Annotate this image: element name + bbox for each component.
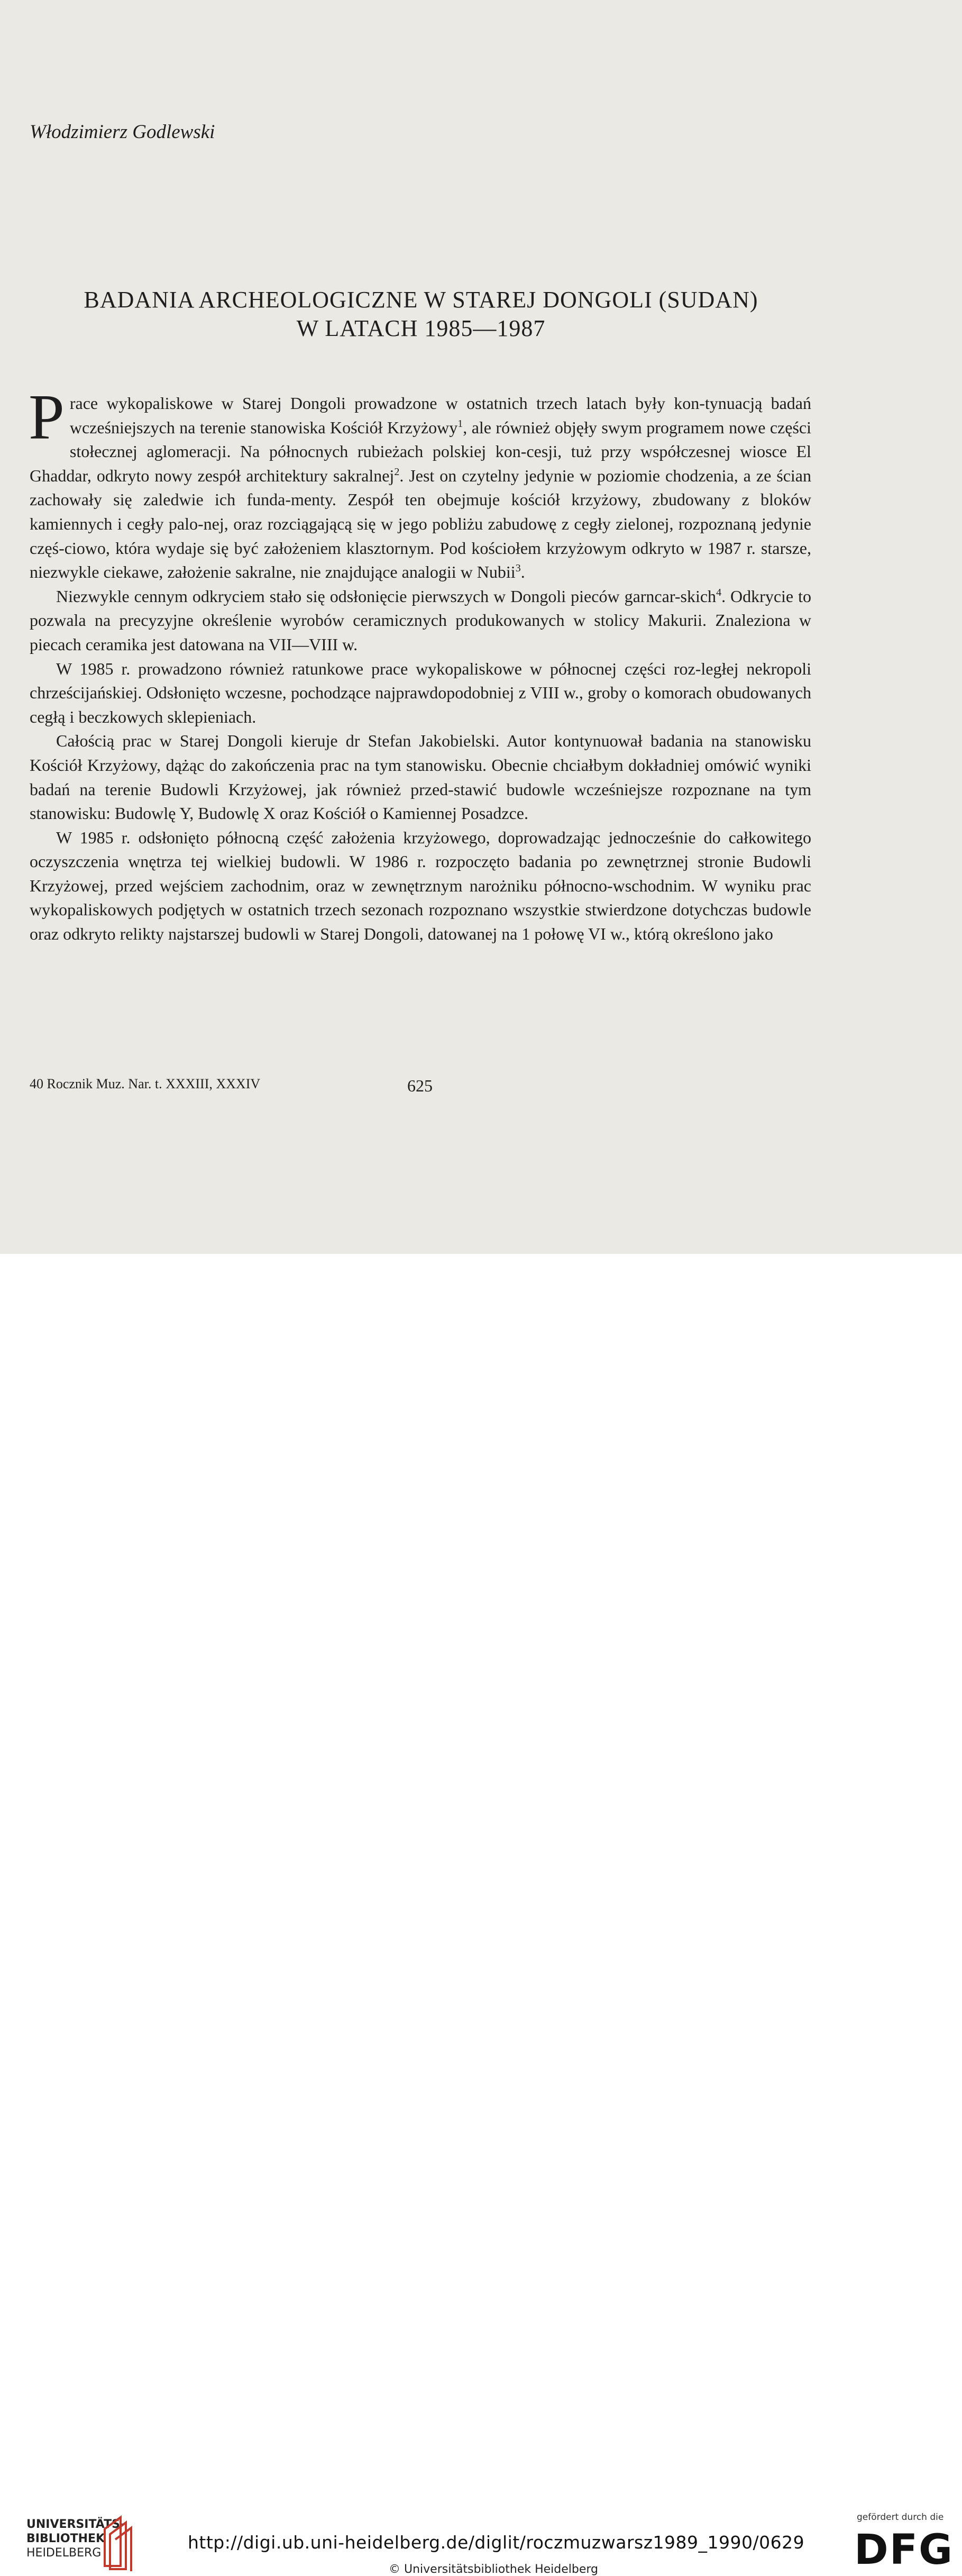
drop-cap: P (29, 381, 65, 453)
journal-signature: 40 Rocznik Muz. Nar. t. XXXIII, XXXIV (30, 1076, 261, 1091)
article-body (29, 381, 812, 946)
title-line-1: BADANIA ARCHEOLOGICZNE W STAREJ DONGOLI (SUDAN) (84, 287, 758, 313)
paragraph-1-text-b: , ale również objęły swym programem nowe części stołecznej aglomeracji. Na północnych rubieżach polskiej kon-cesji, tuż przy współczesnej wiosce El Ghaddar, odkryto nowy zespół architektury sakralnej (30, 417, 812, 485)
scanned-page (0, 0, 962, 1254)
author-name: Włodzimierz Godlewski (30, 121, 215, 143)
footnote-ref-2[interactable]: 2 (394, 466, 400, 478)
library-name-line-1: UNIVERSITÄTS- (26, 2518, 125, 2531)
paragraph-1 (29, 381, 812, 585)
paragraph-3: W 1985 r. prowadzono również ratunkowe prace wykopaliskowe w północnej części roz-ległej nekropoli chrześcijańskiej. Odsłonięto wczesne, pochodzące najprawdopodobniej z VIII w., groby o komorach obudowanych cegłą i beczkowych sklepieniach. (30, 659, 811, 726)
paragraph-2-text-b: . Odkrycie to pozwala na precyzyjne określenie wyrobów ceramicznych produkowanych w stolicy Makurii. Znaleziona w piecach ceramika jest datowana na VII—VIII w. (30, 586, 812, 654)
library-name-line-3: HEIDELBERG (26, 2546, 102, 2560)
article-title (30, 286, 812, 343)
title-line-2: W LATACH 1985—1987 (296, 315, 546, 341)
dfg-logo[interactable]: DFG (854, 2526, 954, 2574)
permalink-url[interactable]: http://digi.ub.uni-heidelberg.de/diglit/roczmuzwarsz1989_1990/0629 (188, 2532, 805, 2553)
page-number: 625 (407, 1076, 433, 1095)
footnote-ref-1[interactable]: 1 (457, 417, 463, 430)
library-name-line-2: BIBLIOTHEK (26, 2532, 105, 2545)
digitization-banner (0, 1254, 962, 2576)
paragraph-4: Całością prac w Starej Dongoli kieruje dr Stefan Jakobielski. Autor kontynuował badania na stanowisku Kościół Krzyżowy, dążąc do zakończenia prac na tym stanowisku. Obecnie chciałbym dokładniej omówić wyniki badań na terenie Budowli Krzyżowej, jak również przed-stawić budowle wcześniejsze rozpoznane na tym stanowisku: Budowlę Y, Budowlę X oraz Kościół o Kamiennej Posadzce. (30, 731, 811, 823)
paragraph-2-text-a: Niezwykle cennym odkryciem stało się odsłonięcie pierwszych w Dongoli pieców garncar-skich (56, 586, 717, 606)
paragraph-1-text-d: . (520, 562, 525, 582)
footnote-ref-3[interactable]: 3 (515, 562, 521, 575)
paragraph-1-text-a: race wykopaliskowe w Starej Dongoli prowadzone w ostatnich trzech latach były kon-tynuacją badań wcześniejszych na terenie stanowiska Kościół Krzyżowy (69, 394, 811, 437)
paragraph-5: W 1985 r. odsłonięto północną część założenia krzyżowego, doprowadzając jednocześnie do całkowitego oczyszczenia wnętrza tej wielkiej budowli. W 1986 r. rozpoczęto badania po zewnętrznej stronie Budowli Krzyżowej, przed wejściem zachodnim, oraz w zewnętrznym narożniku północno-wschodnim. W wyniku prac wykopaliskowych podjętych w ostatnich trzech sezonach rozpoznano wszystkie stwierdzone dotychczas budowle oraz odkryto relikty najstarszej budowli w Starej Dongoli, datowanej na 1 połowę VI w., którą określono jako (30, 827, 811, 944)
paragraph-1-text-c: . Jest on czytelny jedynie w poziomie chodzenia, a ze ścian zachowały się zaledwie ich funda-menty. Zespół ten obejmuje kościół krzyżowy, zbudowany z bloków kamiennych i cegły palo-nej, oraz rozciągającą się w jego pobliżu zabudowę z cegły zielonej, rozpoznaną jedynie częś-ciowo, która wydaje się być założeniem klasztornym. Pod kościołem krzyżowym odkryto w 1987 r. starsze, niezwykle ciekawe, założenie sakralne, nie znajdujące analogii w Nubii (30, 466, 812, 582)
paragraph-2 (30, 585, 811, 657)
footnote-ref-4[interactable]: 4 (716, 586, 722, 598)
copyright-notice: © Universitätsbibliothek Heidelberg (389, 2563, 599, 2576)
funded-by-label: gefördert durch die (857, 2512, 944, 2523)
library-mark-icon (99, 2513, 135, 2571)
